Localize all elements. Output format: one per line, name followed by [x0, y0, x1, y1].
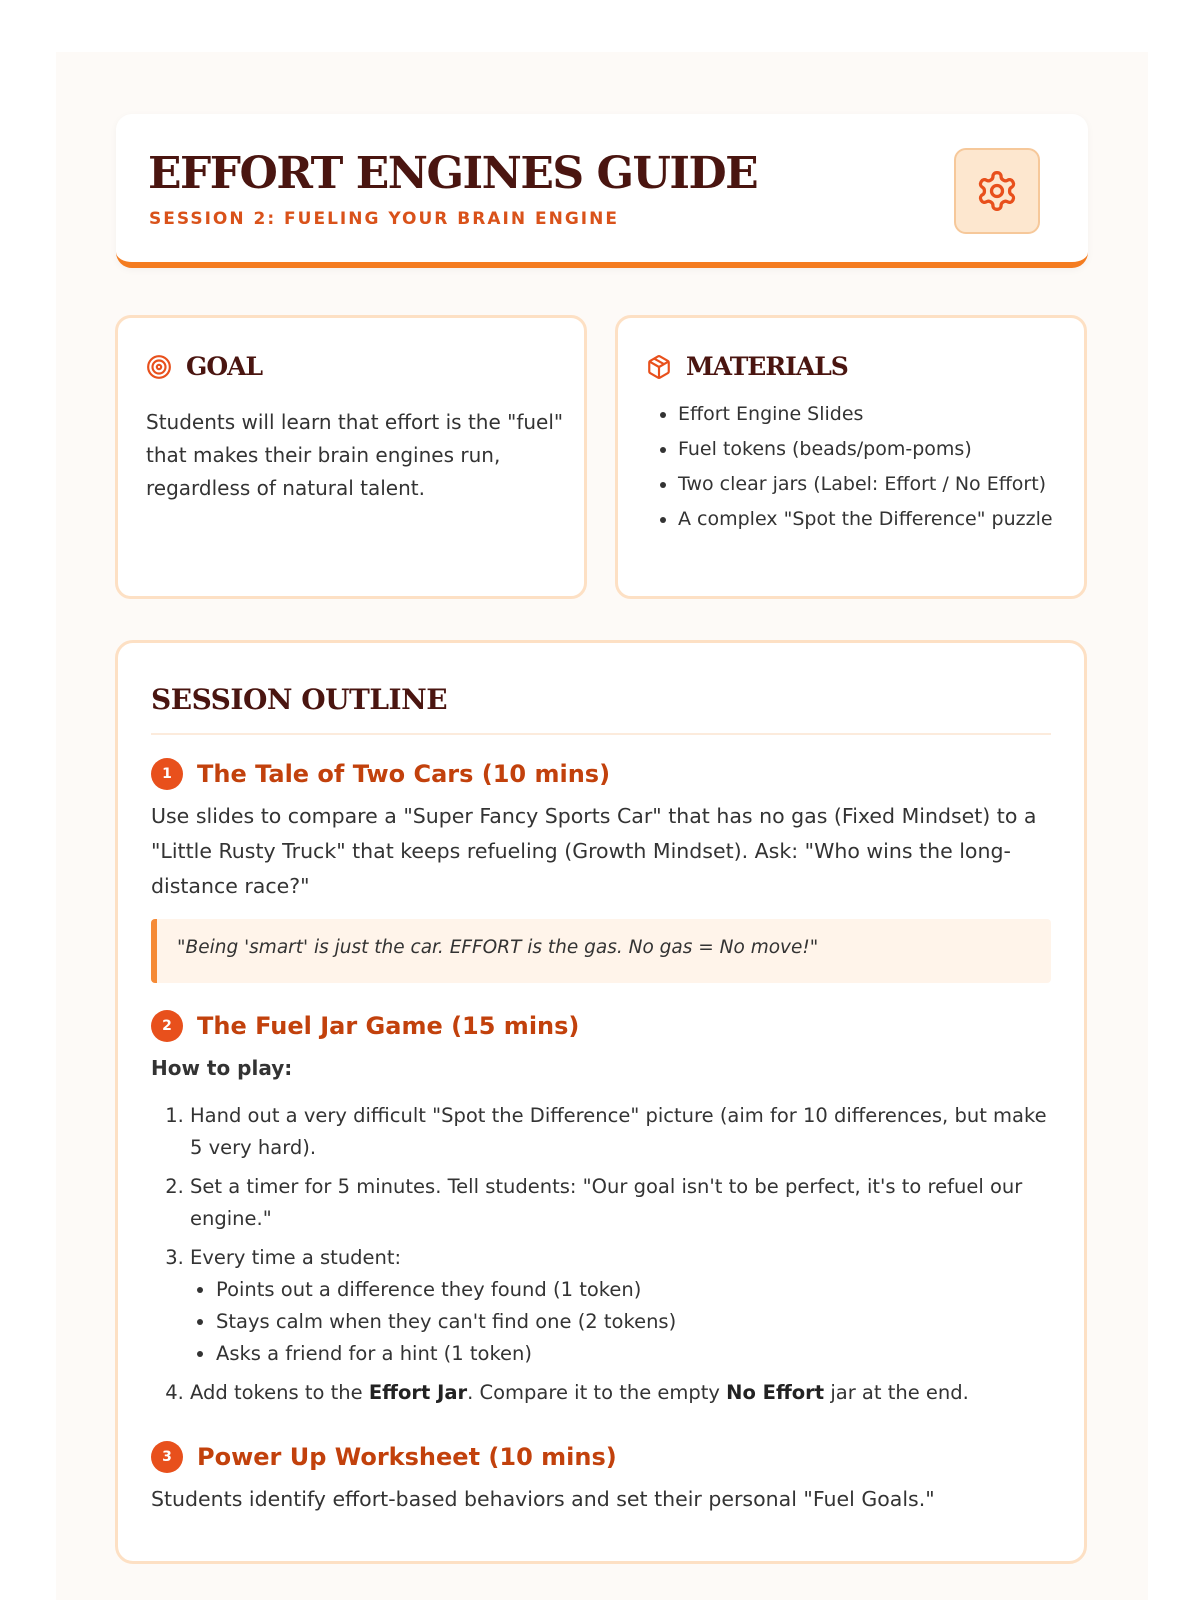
text-fragment: . Compare it to the empty [467, 1381, 727, 1404]
step-1-text: Use slides to compare a "Super Fancy Sports Car" that has no gas (Fixed Mindset) to a "Little Rusty Truck" that keeps refueling (Growth Mindset). Ask: "Who wins the long-distance race?" [151, 804, 1037, 898]
list-item [190, 1377, 1058, 1409]
gear-icon [975, 169, 1019, 213]
text-fragment: Add tokens to the [190, 1381, 369, 1404]
step-3-title: Power Up Worksheet (10 mins) [197, 1443, 617, 1471]
goal-text: Students will learn that effort is the "fuel" that makes their brain engines run, regardless of natural talent. [146, 410, 564, 500]
effort-jar-label: Effort Jar [368, 1381, 468, 1404]
step-2-header [151, 1010, 579, 1042]
game-steps-list [190, 1100, 1058, 1416]
list-item: 2. Set a timer for 5 minutes. Tell students: "Our goal isn't to be perfect, it's to refuel our engine." [190, 1171, 1058, 1235]
list-item: • Points out a difference they found (1 token) [216, 1274, 1058, 1306]
materials-header [646, 352, 848, 381]
page-title: EFFORT ENGINES GUIDE [148, 148, 758, 199]
header-card [116, 114, 1088, 268]
goal-header [146, 352, 262, 381]
list-item: • A complex "Spot the Difference" puzzle [678, 503, 1078, 535]
list-item: • Two clear jars (Label: Effort / No Effort) [678, 468, 1078, 500]
list-item: • Effort Engine Slides [678, 398, 1078, 430]
page-subtitle: SESSION 2: FUELING YOUR BRAIN ENGINE [149, 209, 619, 229]
step-3-text: Students identify effort-based behaviors and set their personal "Fuel Goals." [151, 1487, 935, 1511]
text-fragment: jar at the end. [824, 1381, 969, 1404]
list-item: • Stays calm when they can't find one (2 tokens) [216, 1306, 1058, 1338]
list-item-text: Every time a student: [190, 1246, 402, 1269]
materials-title: MATERIALS [686, 352, 848, 381]
step-1-quote: "Being 'smart' is just the car. EFFORT is the gas. No gas = No move!" [151, 919, 1051, 983]
how-to-play-label: How to play: [151, 1056, 293, 1080]
materials-card [615, 315, 1087, 599]
outline-title: SESSION OUTLINE [151, 683, 448, 716]
list-item [190, 1242, 1058, 1370]
step-1-title: The Tale of Two Cars (10 mins) [197, 760, 611, 788]
materials-list [678, 398, 1078, 538]
page [56, 52, 1148, 1600]
target-icon [146, 354, 172, 380]
step-2-title: The Fuel Jar Game (15 mins) [197, 1012, 580, 1040]
settings-button[interactable] [954, 148, 1040, 234]
goal-card [115, 315, 587, 599]
token-rules-list [190, 1274, 1058, 1370]
no-effort-jar-label: No Effort [726, 1381, 825, 1404]
step-number-badge: 3 [151, 1441, 183, 1473]
list-item: • Fuel tokens (beads/pom-poms) [678, 433, 1078, 465]
goal-title: GOAL [186, 352, 263, 381]
step-1-header [151, 758, 610, 790]
box-icon [646, 354, 672, 380]
session-outline-card [115, 640, 1087, 1564]
divider [151, 733, 1051, 735]
list-item: 1. Hand out a very difficult "Spot the Difference" picture (aim for 10 differences, but make 5 very hard). [190, 1100, 1058, 1164]
list-item: • Asks a friend for a hint (1 token) [216, 1338, 1058, 1370]
step-3-header [151, 1441, 617, 1473]
step-number-badge: 1 [151, 758, 183, 790]
step-number-badge: 2 [151, 1010, 183, 1042]
